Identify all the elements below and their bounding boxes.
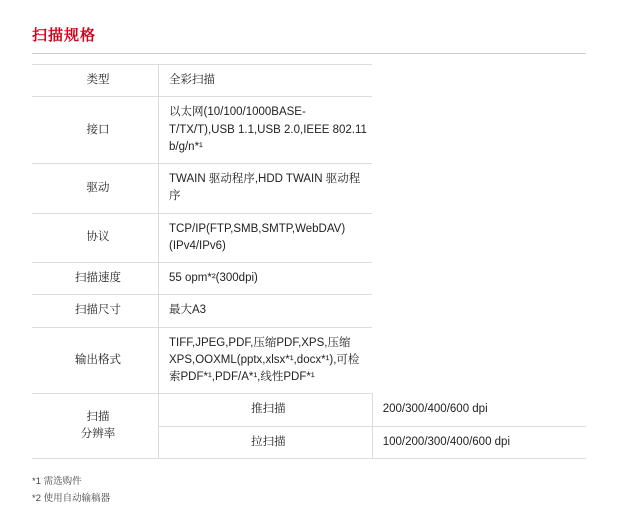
row-value: TCP/IP(FTP,SMB,SMTP,WebDAV)(IPv4/IPv6) [159, 213, 373, 263]
table-row [32, 164, 586, 214]
row-label: 协议 [32, 213, 159, 263]
footnote-2: *2 使用自动输稿器 [32, 492, 111, 504]
row-label: 驱动 [32, 164, 159, 214]
row-value: TIFF,JPEG,PDF,压缩PDF,XPS,压缩XPS,OOXML(pptx,xlsx*¹,docx*¹),可检索PDF*¹,PDF/A*¹,线性PDF*¹ [159, 327, 373, 394]
row-label-resolution-line2: 分辨率 [80, 428, 116, 440]
page-title: 扫描规格 [32, 27, 97, 44]
row-label-resolution [32, 394, 159, 459]
title-divider [32, 53, 586, 54]
row-label: 接口 [32, 97, 159, 164]
table-row [32, 97, 586, 164]
row-label: 输出格式 [32, 327, 159, 394]
table-row [32, 263, 586, 295]
row-sublabel: 推扫描 [159, 394, 373, 426]
table-row [32, 327, 586, 394]
row-value: 55 opm*²(300dpi) [159, 263, 373, 295]
row-value: 全彩扫描 [159, 65, 373, 97]
row-value: 以太网(10/100/1000BASE-T/TX/T),USB 1.1,USB 2.0,IEEE 802.11 b/g/n*¹ [159, 97, 373, 164]
table-row [32, 65, 586, 97]
row-value: 100/200/300/400/600 dpi [372, 426, 586, 458]
row-label-resolution-line1: 扫描 [86, 410, 110, 423]
table-row-grouped [32, 394, 586, 426]
row-label: 类型 [32, 65, 159, 97]
row-label: 扫描速度 [32, 263, 159, 295]
footnote-1: *1 需选购件 [32, 475, 82, 487]
row-sublabel: 拉扫描 [159, 426, 373, 458]
scan-spec-table [32, 64, 586, 459]
table-row [32, 295, 586, 327]
row-label: 扫描尺寸 [32, 295, 159, 327]
table-row [32, 213, 586, 263]
row-value: 最大A3 [159, 295, 373, 327]
footnotes [32, 473, 586, 507]
row-value: TWAIN 驱动程序,HDD TWAIN 驱动程序 [159, 164, 373, 214]
row-value: 200/300/400/600 dpi [372, 394, 586, 426]
